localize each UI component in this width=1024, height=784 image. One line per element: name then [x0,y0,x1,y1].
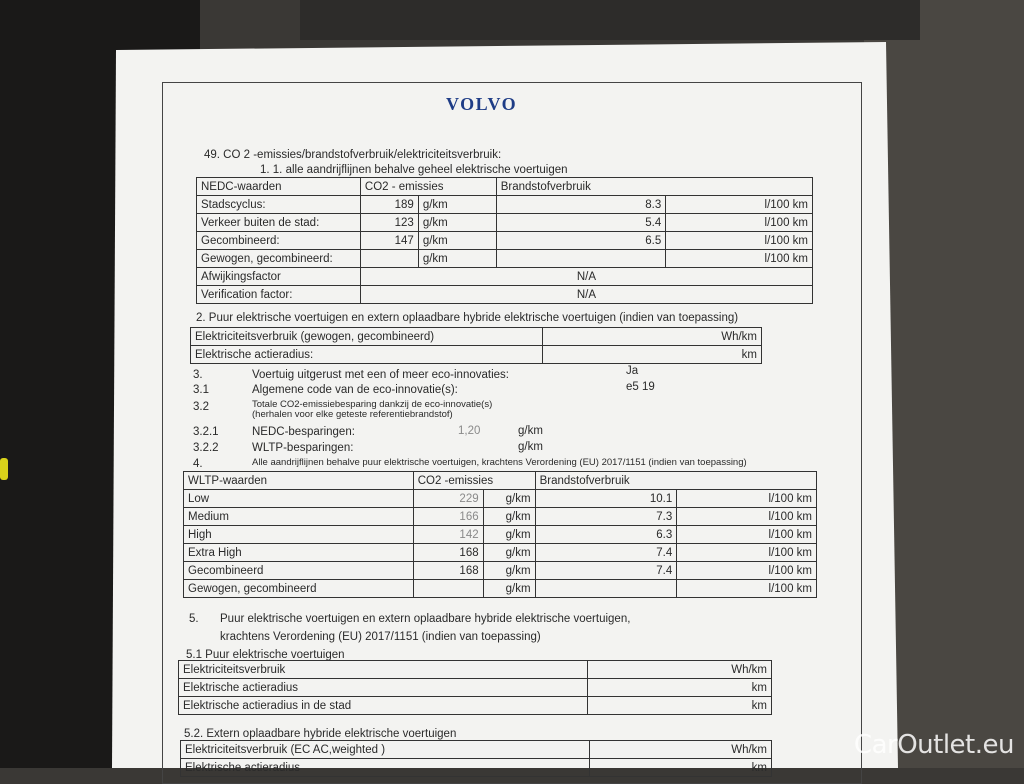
wltp-co2-unit: g/km [483,580,535,598]
s2-label: Elektrische actieradius: [191,346,543,364]
s322-unit: g/km [518,441,543,453]
section-2-title: 2. Puur elektrische voertuigen en extern oplaadbare hybride elektrische voertuigen (indien van toepassing) [196,312,739,324]
s52-unit: km [590,759,772,777]
wltp-fuel: 10.1 [535,490,677,508]
nedc-co2-unit: g/km [418,250,496,268]
wltp-fuel [535,580,677,598]
nedc-co2: 189 [360,196,418,214]
s32-text-b: (herhalen voor elke geteste referentiebrandstof) [252,409,453,420]
wltp-fuel-unit: l/100 km [677,544,817,562]
table-row [179,697,772,715]
s51-unit: km [588,697,772,715]
nedc-co2-unit: g/km [418,214,496,232]
nedc-co2: 147 [360,232,418,250]
wltp-fuel-unit: l/100 km [677,562,817,580]
section-49-title: 49. CO 2 -emissies/brandstofverbruik/elektriciteitsverbruik: [204,149,502,161]
s52-title: 5.2. Extern oplaadbare hybride elektrische voertuigen [184,728,457,740]
nedc-label: Stadscyclus: [197,196,361,214]
wltp-fuel: 7.3 [535,508,677,526]
table-row [184,544,817,562]
wltp-fuel: 6.3 [535,526,677,544]
wltp-co2: 168 [413,562,483,580]
wltp-fuel-unit: l/100 km [677,508,817,526]
nedc-fuel-unit: l/100 km [666,250,813,268]
nedc-co2-unit: g/km [418,232,496,250]
wltp-label: Gecombineerd [184,562,414,580]
table-row [197,196,813,214]
wltp-fuel: 7.4 [535,562,677,580]
s322-text: WLTP-besparingen: [252,442,354,454]
wltp-fuel-unit: l/100 km [677,580,817,598]
s322-number: 3.2.2 [193,442,219,454]
watermark: CarOutlet.eu [853,730,1014,760]
wltp-table [183,471,817,598]
table-row [197,286,813,304]
s52-label: Elektrische actieradius [181,759,590,777]
nedc-header-row [197,178,813,196]
wltp-header-fuel: Brandstofverbruik [535,472,816,490]
table-row [179,679,772,697]
s52-unit: Wh/km [590,741,772,759]
table-row [179,661,772,679]
nedc-fuel: 5.4 [496,214,666,232]
afwijkingsfactor-value: N/A [360,268,812,286]
nedc-fuel-unit: l/100 km [666,214,813,232]
nedc-fuel: 8.3 [496,196,666,214]
s31-value: e5 19 [626,381,655,393]
s3-value: Ja [626,365,639,377]
wltp-co2-unit: g/km [483,490,535,508]
nedc-fuel-unit: l/100 km [666,196,813,214]
wltp-co2-unit: g/km [483,562,535,580]
s51-table [178,660,772,715]
wltp-header-row [184,472,817,490]
wltp-co2: 142 [413,526,483,544]
s52-label: Elektriciteitsverbruik (EC AC,weighted ) [181,741,590,759]
table-row [191,346,762,364]
table-row [184,526,817,544]
wltp-label: Medium [184,508,414,526]
s51-unit: km [588,679,772,697]
table-row [184,508,817,526]
wltp-label: Extra High [184,544,414,562]
verification-factor-value: N/A [360,286,812,304]
s52-table [180,740,772,777]
s2-label: Elektriciteitsverbruik (gewogen, gecombineerd) [191,328,543,346]
wltp-label: High [184,526,414,544]
wltp-co2: 229 [413,490,483,508]
nedc-fuel: 6.5 [496,232,666,250]
s321-unit: g/km [518,425,543,437]
s4-number: 4. [193,458,203,470]
s5-line1: Puur elektrische voertuigen en extern oplaadbare hybride elektrische voertuigen, [220,613,631,625]
s321-number: 3.2.1 [193,426,219,438]
wltp-fuel-unit: l/100 km [677,526,817,544]
nedc-label: Gewogen, gecombineerd: [197,250,361,268]
wltp-header-values: WLTP-waarden [184,472,414,490]
s51-unit: Wh/km [588,661,772,679]
table-row [184,562,817,580]
nedc-fuel [496,250,666,268]
wltp-co2-unit: g/km [483,544,535,562]
nedc-header-co2: CO2 - emissies [360,178,496,196]
nedc-co2 [360,250,418,268]
brand-logo: VOLVO [446,94,518,114]
nedc-header-fuel: Brandstofverbruik [496,178,812,196]
nedc-fuel-unit: l/100 km [666,232,813,250]
nedc-table [196,177,813,304]
table-row [197,232,813,250]
s51-label: Elektrische actieradius in de stad [179,697,588,715]
s51-title: 5.1 Puur elektrische voertuigen [186,649,345,661]
table-row [197,250,813,268]
s32-number: 3.2 [193,401,209,413]
table-row [197,268,813,286]
nedc-header-values: NEDC-waarden [197,178,361,196]
wltp-co2: 166 [413,508,483,526]
section-2-table [190,327,762,364]
s5-line2: krachtens Verordening (EU) 2017/1151 (indien van toepassing) [220,631,541,643]
s32-text-a: Totale CO2-emissiebesparing dankzij de eco-innovatie(s) [252,399,493,410]
wltp-label: Low [184,490,414,508]
wltp-header-co2: CO2 -emissies [413,472,535,490]
s3-number: 3. [193,369,203,381]
nedc-label: Verkeer buiten de stad: [197,214,361,232]
s321-value: 1,20 [458,425,481,437]
background-top [300,0,920,40]
table-row [184,580,817,598]
table-row [197,214,813,232]
wltp-label: Gewogen, gecombineerd [184,580,414,598]
nedc-co2: 123 [360,214,418,232]
s5-number: 5. [189,613,199,625]
wltp-co2-unit: g/km [483,508,535,526]
s3-text: Voertuig uitgerust met een of meer eco-innovaties: [252,369,509,381]
background-yellow-object [0,458,8,480]
wltp-co2 [413,580,483,598]
verification-factor-label: Verification factor: [197,286,361,304]
wltp-co2-unit: g/km [483,526,535,544]
afwijkingsfactor-label: Afwijkingsfactor [197,268,361,286]
s321-text: NEDC-besparingen: [252,426,355,438]
wltp-co2: 168 [413,544,483,562]
wltp-fuel: 7.4 [535,544,677,562]
s2-unit: Wh/km [542,328,761,346]
section-49-subtitle: 1. 1. alle aandrijflijnen behalve geheel elektrische voertuigen [260,164,568,176]
s51-label: Elektrische actieradius [179,679,588,697]
s4-title: Alle aandrijflijnen behalve puur elektrische voertuigen, krachtens Verordening (EU) 2017/1151 (indien van toepassing) [252,457,747,468]
wltp-fuel-unit: l/100 km [677,490,817,508]
table-row [181,741,772,759]
s2-unit: km [542,346,761,364]
s31-text: Algemene code van de eco-innovatie(s): [252,384,458,396]
nedc-co2-unit: g/km [418,196,496,214]
s31-number: 3.1 [193,384,209,396]
s51-label: Elektriciteitsverbruik [179,661,588,679]
table-row [184,490,817,508]
table-row [191,328,762,346]
nedc-label: Gecombineerd: [197,232,361,250]
